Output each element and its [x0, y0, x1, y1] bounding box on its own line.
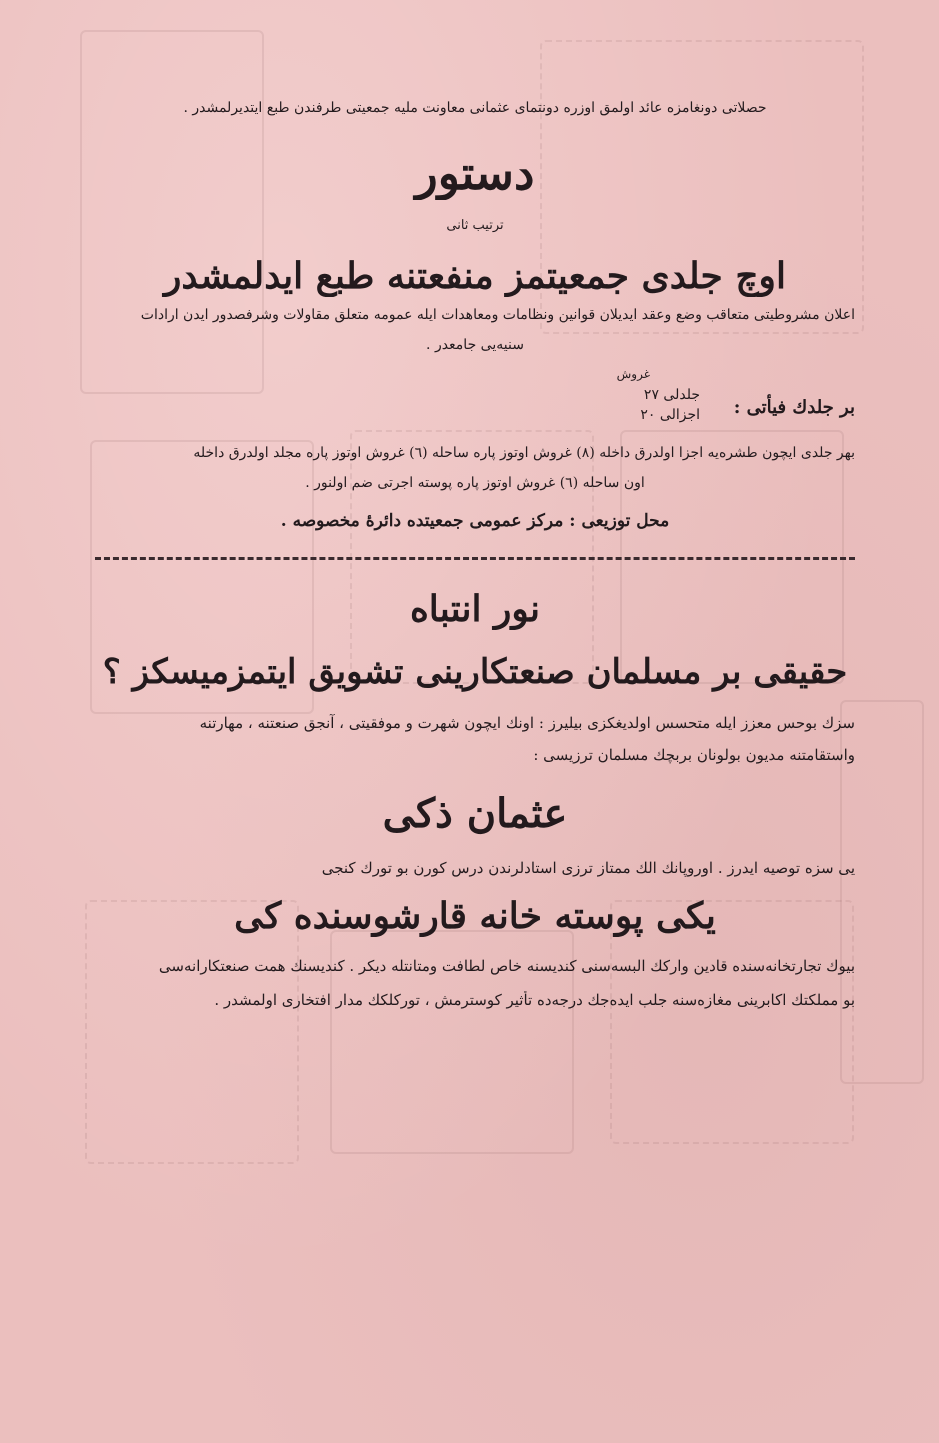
advert-intro-line-1: سزك بوحس معزز ایله متحسس اولدیغکزی بیلیرز : اونك ایچون شهرت و موفقیتی ، آنجق صنعتنه ، مهارتنه [199, 714, 855, 732]
book-title: دستور [415, 146, 535, 200]
price-bound [644, 387, 700, 403]
section-divider [95, 557, 855, 560]
page-content [95, 96, 855, 1009]
advert-closing-line-2: بو مملکتك اکابرینی مغازه‌سنه جلب ایده‌جك درجه‌ده تأثیر کوسترمش ، تورکلکك مدار افتخاری اولمشدر . [214, 991, 855, 1009]
distribution-note: محل توزیعی : مرکز عمومی جمعیتده دائرهٔ مخصوصه . [280, 511, 670, 531]
attention-heading: نور انتباه [409, 588, 541, 630]
price-block [95, 367, 855, 439]
tailor-name: عثمان ذکی [382, 790, 568, 837]
price-bound-value: ٢٧ [643, 387, 659, 403]
postage-line-1: بهر جلدی ایچون طشره‌یه اجزا اولدرق داخله (٨) غروش اوتوز پاره ساحله (٦) غروش اوتوز پاره مجلد اولدرق داخله [193, 445, 855, 461]
advert-recommendation: یی سزه توصیه ایدرز . اوروپانك الك ممتاز ترزی استادلرندن درس کورن بو تورك کنجی [321, 859, 855, 877]
edition-label: ترتیب ثانی [446, 218, 504, 233]
advert-intro-line-2: واستقامتنه مدیون بولونان بربچك مسلمان ترزیسی : [533, 746, 855, 764]
price-currency: غروش [616, 367, 650, 381]
description-line-2: سنیه‌یی جامعدر . [426, 337, 524, 353]
advert-closing-line-1: بیوك تجارتخانه‌سنده قادین وارکك البسه‌سنی کندیسنه خاص لطافت ومتانتله دیکر . کندیسنك همت صنعتکارانه‌سی [158, 957, 855, 975]
publisher-notice: حصلاتی دونغامزه عائد اولمق اوزره دونتمای عثمانی معاونت ملیه جمعیتی طرفندن طبع ایتدیرلمشدر . [183, 100, 767, 116]
price-bound-label: جلدلی [663, 387, 700, 403]
postage-line-2: اون ساحله (٦) غروش اوتوز پاره پوسته اجرتی ضم اولنور . [305, 475, 645, 491]
price-unbound-label: اجزالی [659, 407, 700, 423]
price-unbound [640, 407, 700, 423]
book-headline: اوچ جلدی جمعیتمز منفعتنه طبع ایدلمشدر [164, 255, 786, 297]
shop-location: یکی پوسته خانه قارشوسنده کی [234, 895, 716, 937]
advert-question: حقیقی بر مسلمان صنعتکارینی تشویق ایتمزمیسکز ؟ [102, 652, 848, 692]
description-line-1: اعلان مشروطیتی متعاقب وضع وعقد ایدیلان قوانین ونظامات ومعاهدات ایله عمومه متعلق مقاولات وشرفصدور ایدن ارادات [140, 307, 855, 323]
price-label: بر جلدك فیأتی : [733, 397, 855, 418]
price-unbound-value: ٢٠ [640, 407, 656, 423]
